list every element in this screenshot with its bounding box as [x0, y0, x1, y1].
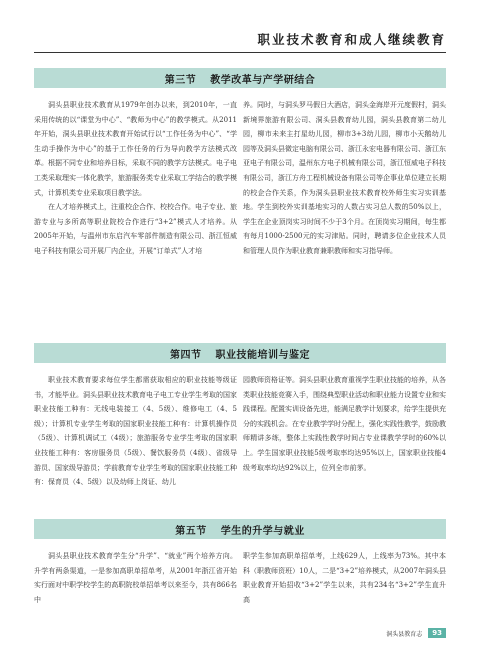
paragraph: 洞头县职业技术教育从1979年创办以来，到2010年，一直采用传统的以“课堂为中心”、“教师为中心”的教学模式。从2011年开始，洞头县职业技术教育开始试行以“工作任务为中心”、“学生动手操作为中心”的基于工作任务的行为导向教学方法模式改革。根据不同专业和培养目标，采取不同的教学方法模式。电子电工类采取理实一体化教学，旅游服务类专业采取工学结合的教学模式，计算机类专业采取项目教学法。: [34, 101, 237, 197]
section-heading: [175, 522, 305, 537]
right-column: [243, 373, 446, 490]
section-number: 第五节: [175, 525, 207, 537]
paragraph: 职学生参加高职单招单考，上线629人，上线率为73%。其中本科（职教师资班）10人，二是“3+2”培养模式，从2007年洞头县职业教育开始招收“3+2”学生以来，共有234名“3+2”学生直升高: [243, 552, 446, 604]
section-heading: [165, 71, 316, 86]
right-column: [243, 549, 446, 607]
section-title: 教学改革与产学研结合: [210, 74, 316, 86]
section-body-5: [34, 549, 446, 607]
section-number: 第三节: [164, 74, 197, 86]
section-band-3: [34, 68, 446, 88]
section-number: 第四节: [170, 349, 202, 361]
paragraph: 职业技术教育要求每位学生都需获取相应的职业技能等级证书，才能毕业。洞头县职业技术教育电子电工专业学生考取的国家职业技能工种有：无线电装接工（4、5级）、维修电工（4、5级）；计算机专业学生考取的国家职业技能工种有：计算机操作员（5级）、计算机调试工（4级）；旅游服务专业学生考取的国家职业技能工种有：客房服务员（5级）、餐饮服务员（4级）、省级导游员、国家级导游员；学前教育专业学生考取的国家职业技能工种有：保育员（4、5级）以及幼师上岗证、幼儿: [34, 376, 237, 487]
left-column: [34, 549, 237, 607]
section-band-5: [34, 519, 446, 539]
page-footer: [386, 628, 446, 638]
section-body-3: [34, 98, 446, 259]
left-column: [34, 98, 237, 259]
right-column: [243, 98, 446, 259]
paragraph: 在人才培养模式上，注重校企合作、校校合作。电子专业、旅游专业与多所高等职业院校合作进行“3+2”模式人才培养。从2005年开始，与温州市东启汽车零部件制造有限公司、浙江恒威电子科技有限公司开展厂内企业，开展“订单式”人才培: [34, 203, 237, 255]
journal-name: 洞头县教育志: [386, 630, 423, 638]
paragraph: 园教师资格证等。洞头县职业教育重视学生职业技能的培养，从各类职业技能竞赛入手，围绕典型职业活动和职业能力设置专业和实践课程。配置实训设备先进，能满足教学计划要求，给学生提供充分的实践机会。在专业教学学时分配上，强化实践性教学，鼓励教师精讲多练，整体上实践性教学时间占专业课教学学时的60%以上。学生国家职业技能5级考取率均达95%以上，国家职业技能4级考取率均达92%以上，位列全市前茅。: [243, 376, 446, 472]
left-column: [34, 373, 237, 490]
section-body-4: [34, 373, 446, 490]
page-number: 93: [428, 628, 446, 638]
section-band-4: [34, 343, 446, 363]
paragraph: 养。同时，与洞头罗马假日大酒店，洞头金海岸开元度假村，洞头新境界旅游有限公司、洞头县教育幼儿园，洞头县教育第二幼儿园，柳市未来主打星幼儿园，柳市3+3幼儿园，柳市小天鹅幼儿园等及洞头县微定电脑有限公司、浙江永宏电器有限公司、浙江东亚电子有限公司，温州东方电子机械有限公司，浙江恒威电子科技有限公司，浙江方舟工程机械设备有限公司等企事业单位建立长期的校企合作关系，作为洞头县职业技术教育校外师生实习实训基地。学生到校外实训基地实习的人数占实习总人数的50%以上，学生在企业顶岗实习时间不少于3个月。在顶岗实习期间，每生都有每月1000-2500元的实习津贴。同时，聘请多位企业技术人员和管理人员作为职业教育兼职教师和实习指导师。: [243, 101, 446, 255]
header-rule: [34, 52, 446, 53]
paragraph: 洞头县职业技术教育学生分“升学”、“就业”两个培养方向。升学有两条渠道，一是参加高职单招单考，从2001年浙江省开始实行面对中职学校学生的高职院校单招单考以来至今，共有866名中: [34, 552, 237, 604]
section-title: 职业技能培训与鉴定: [215, 349, 310, 361]
section-title: 学生的升学与就业: [220, 525, 305, 537]
header-title: 职业技术教育和成人继续教育: [257, 32, 446, 47]
section-heading: [170, 346, 310, 361]
